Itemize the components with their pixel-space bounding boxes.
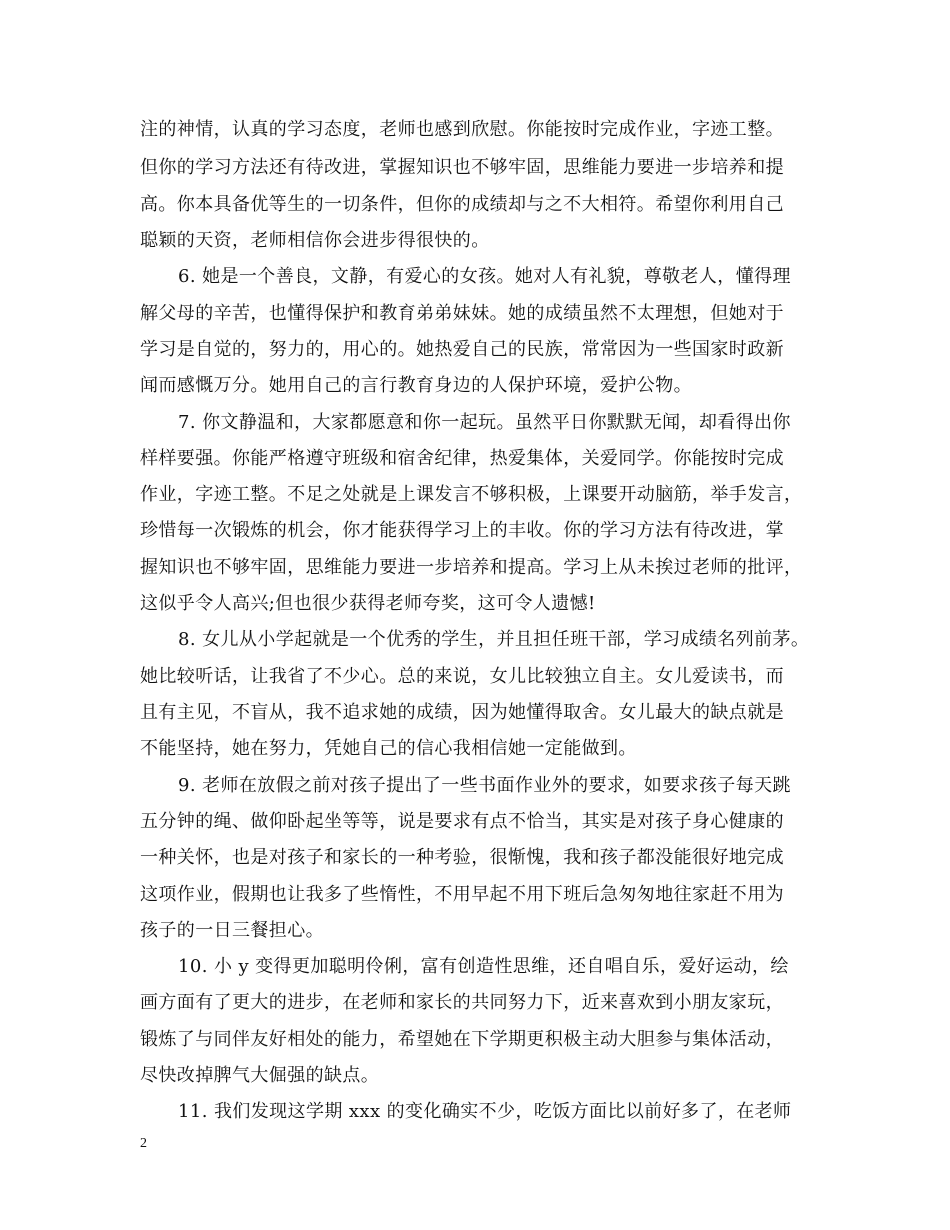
text-line: 高。你本具备优等生的一切条件，但你的成绩却与之不大相符。希望你利用自己 [140, 194, 784, 215]
text-line: 8. 女儿从小学起就是一个优秀的学生，并且担任班干部，学习成绩名列前茅。 [178, 629, 810, 650]
text-line: 7. 你文静温和，大家都愿意和你一起玩。虽然平日你默默无闻，却看得出你 [178, 412, 791, 433]
text-line: 6. 她是一个善良，文静，有爱心的女孩。她对人有礼貌，尊敬老人，懂得理 [178, 266, 791, 287]
text-line: 且有主见，不盲从，我不追求她的成绩，因为她懂得取舍。女儿最大的缺点就是 [140, 702, 784, 723]
text-line: 9. 老师在放假之前对孩子提出了一些书面作业外的要求，如要求孩子每天跳 [178, 775, 791, 796]
text-line: 样样要强。你能严格遵守班级和宿舍纪律，热爱集体，关爱同学。你能按时完成 [140, 448, 784, 469]
text-line: 聪颖的天资，老师相信你会进步得很快的。 [140, 230, 490, 251]
text-line: 注的神情，认真的学习态度，老师也感到欣慰。你能按时完成作业，字迹工整。 [140, 119, 784, 140]
text-line: 这项作业，假期也让我多了些惰性，不用早起不用下班后急匆匆地往家赶不用为 [140, 884, 784, 905]
text-line: 不能坚持，她在努力，凭她自己的信心我相信她一定能做到。 [140, 738, 637, 759]
text-line: 珍惜每一次锻炼的机会，你才能获得学习上的丰收。你的学习方法有待改进，掌 [140, 520, 784, 541]
text-line: 锻炼了与同伴友好相处的能力，希望她在下学期更积极主动大胆参与集体活动， [140, 1029, 784, 1050]
text-line: 她比较听话，让我省了不少心。总的来说，女儿比较独立自主。女儿爱读书，而 [140, 666, 784, 687]
text-line: 11. 我们发现这学期 xxx 的变化确实不少，吃饭方面比以前好多了，在老师 [178, 1101, 792, 1122]
text-line: 五分钟的绳、做仰卧起坐等等，说是要求有点不恰当，其实是对孩子身心健康的 [140, 811, 784, 832]
text-line: 作业，字迹工整。不足之处就是上课发言不够积极，上课要开动脑筋，举手发言， [140, 484, 803, 505]
text-line: 闻而感慨万分。她用自己的言行教育身边的人保护环境，爱护公物。 [140, 375, 692, 396]
text-line: 但你的学习方法还有待改进，掌握知识也不够牢固，思维能力要进一步培养和提 [140, 157, 784, 178]
text-line: 孩子的一日三餐担心。 [140, 920, 324, 941]
page-number: 2 [140, 1136, 147, 1151]
text-line: 画方面有了更大的进步，在老师和家长的共同努力下，近来喜欢到小朋友家玩， [140, 992, 784, 1013]
text-line: 这似乎令人高兴;但也很少获得老师夸奖，这可令人遗憾! [140, 593, 596, 614]
text-line: 学习是自觉的，努力的，用心的。她热爱自己的民族，常常因为一些国家时政新 [140, 339, 784, 360]
text-line: 10. 小 y 变得更加聪明伶俐，富有创造性思维，还自唱自乐，爱好运动，绘 [178, 956, 789, 977]
text-line: 握知识也不够牢固，思维能力要进一步培养和提高。学习上从未挨过老师的批评， [140, 557, 803, 578]
text-line: 一种关怀，也是对孩子和家长的一种考验，很惭愧，我和孩子都没能很好地完成 [140, 847, 784, 868]
text-line: 解父母的辛苦，也懂得保护和教育弟弟妹妹。她的成绩虽然不太理想，但她对于 [140, 303, 784, 324]
text-line: 尽快改掉脾气大倔强的缺点。 [140, 1065, 380, 1086]
